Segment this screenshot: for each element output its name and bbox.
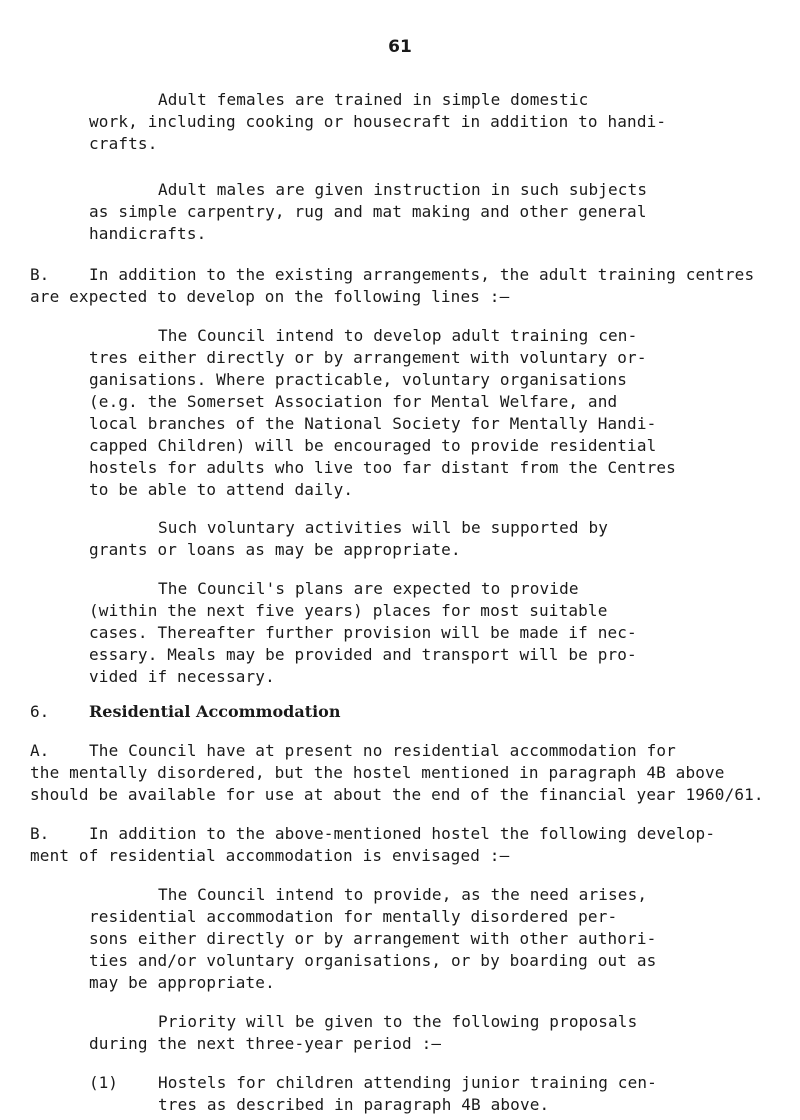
section-6b-para-line: during the next three-year period :— bbox=[89, 1034, 442, 1053]
section-6a-label: A. bbox=[30, 741, 50, 760]
intro-line: Adult females are trained in simple domestic bbox=[158, 90, 589, 109]
section-6b-para-line: Priority will be given to the following proposals bbox=[158, 1012, 638, 1031]
section-6a-line: The Council have at present no residential accommodation for bbox=[89, 741, 676, 760]
section-6b-para-line: may be appropriate. bbox=[89, 973, 275, 992]
list-item-line: tres as described in paragraph 4B above. bbox=[158, 1095, 550, 1114]
section-b-para-line: (e.g. the Somerset Association for Mental Welfare, and bbox=[89, 392, 618, 411]
intro-line: crafts. bbox=[89, 134, 158, 153]
section-6-number: 6. bbox=[30, 702, 50, 721]
section-b-para-line: hostels for adults who live too far distant from the Centres bbox=[89, 458, 676, 477]
section-b-para-line: capped Children) will be encouraged to provide residential bbox=[89, 436, 657, 455]
list-item-label: (1) bbox=[89, 1073, 118, 1092]
section-b-line: In addition to the existing arrangements, the adult training centres bbox=[89, 265, 755, 284]
list-item-line: Hostels for children attending junior training cen- bbox=[158, 1073, 657, 1092]
page-number: 61 bbox=[388, 37, 412, 57]
section-b-para-line: grants or loans as may be appropriate. bbox=[89, 540, 461, 559]
section-6-title: Residential Accommodation bbox=[89, 702, 341, 721]
section-b-para-line: local branches of the National Society for Mentally Handi- bbox=[89, 414, 657, 433]
section-6b-para-line: sons either directly or by arrangement with other authori- bbox=[89, 929, 657, 948]
section-b-para-line: The Council intend to develop adult training cen- bbox=[158, 326, 638, 345]
section-6b-para-line: ties and/or voluntary organisations, or by boarding out as bbox=[89, 951, 657, 970]
section-6b-label: B. bbox=[30, 824, 50, 843]
section-b-para-line: essary. Meals may be provided and transport will be pro- bbox=[89, 645, 637, 664]
section-6b-line: In addition to the above-mentioned hostel the following develop- bbox=[89, 824, 716, 843]
section-b-para-line: to be able to attend daily. bbox=[89, 480, 354, 499]
section-b-line: are expected to develop on the following lines :— bbox=[30, 287, 510, 306]
intro-line: handicrafts. bbox=[89, 224, 207, 243]
section-b-para-line: vided if necessary. bbox=[89, 667, 275, 686]
section-6a-line: the mentally disordered, but the hostel mentioned in paragraph 4B above bbox=[30, 763, 725, 782]
section-b-para-line: The Council's plans are expected to provide bbox=[158, 579, 579, 598]
section-6a-line: should be available for use at about the end of the financial year 1960/61. bbox=[30, 785, 764, 804]
intro-line: work, including cooking or housecraft in addition to handi- bbox=[89, 112, 667, 131]
section-b-para-line: ganisations. Where practicable, voluntary organisations bbox=[89, 370, 628, 389]
section-b-label: B. bbox=[30, 265, 50, 284]
intro-line: Adult males are given instruction in such subjects bbox=[158, 180, 648, 199]
section-6b-para-line: The Council intend to provide, as the need arises, bbox=[158, 885, 648, 904]
section-b-para-line: cases. Thereafter further provision will be made if nec- bbox=[89, 623, 637, 642]
section-b-para-line: tres either directly or by arrangement with voluntary or- bbox=[89, 348, 647, 367]
section-6b-line: ment of residential accommodation is envisaged :— bbox=[30, 846, 510, 865]
section-6b-para-line: residential accommodation for mentally disordered per- bbox=[89, 907, 618, 926]
section-b-para-line: (within the next five years) places for most suitable bbox=[89, 601, 608, 620]
section-b-para-line: Such voluntary activities will be supported by bbox=[158, 518, 609, 537]
intro-line: as simple carpentry, rug and mat making and other general bbox=[89, 202, 647, 221]
